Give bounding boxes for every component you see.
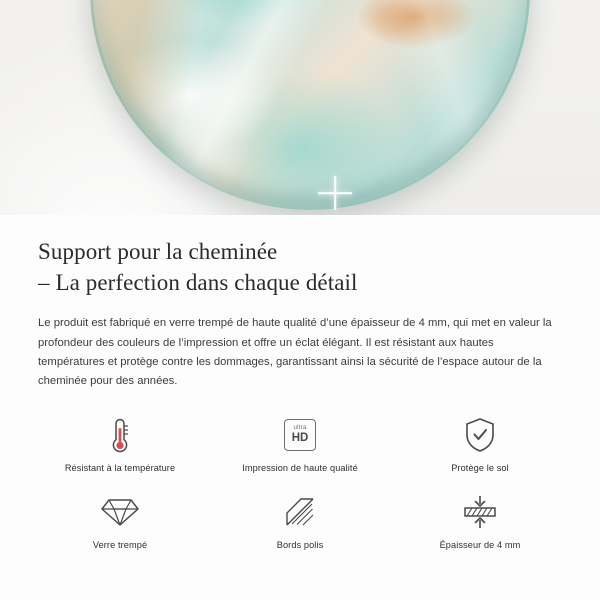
- headline-line-2: – La perfection dans chaque détail: [38, 269, 358, 295]
- feature-item-temperature: [30, 414, 210, 473]
- feature-label: Épaisseur de 4 mm: [439, 539, 521, 550]
- ultra-hd-icon: [284, 414, 316, 456]
- headline-line-1: Support pour la cheminée: [38, 239, 278, 264]
- feature-label: Protège le sol: [451, 462, 509, 473]
- feature-label: Verre trempé: [92, 539, 148, 550]
- ultra-hd-badge-top: ultra: [293, 424, 307, 432]
- ultra-hd-badge-bottom: HD: [291, 431, 309, 444]
- page-title: [38, 237, 562, 298]
- thermometer-icon: [107, 414, 133, 456]
- feature-label: Résistant à la température: [64, 462, 176, 473]
- diamond-icon: [100, 491, 140, 533]
- feature-item-print-quality: [210, 414, 390, 473]
- feature-item-floor-protection: [390, 414, 570, 473]
- body-paragraph: Le produit est fabriqué en verre trempé de haute qualité d’une épaisseur de 4 mm, qui met en valeur la profondeur des couleurs de l’impression et offre un éclat élégant. Il est résistant aux hautes températures et protège contre les dommages, garantissant ainsi la sécurité de l’espace autour de la cheminée pour des années.: [38, 317, 552, 388]
- shield-check-icon: [463, 414, 497, 456]
- feature-label: Impression de haute qualité: [242, 462, 358, 473]
- text-content: [0, 215, 600, 392]
- feature-item-tempered-glass: [30, 491, 210, 550]
- polished-edges-icon: [283, 491, 317, 533]
- feature-item-thickness: [390, 491, 570, 550]
- round-glass-panel: [90, 0, 530, 210]
- feature-item-polished-edges: [210, 491, 390, 550]
- hero-image: [0, 0, 600, 215]
- feature-grid: [0, 414, 600, 550]
- feature-label: Bords polis: [276, 539, 324, 550]
- thickness-arrows-icon: [460, 491, 500, 533]
